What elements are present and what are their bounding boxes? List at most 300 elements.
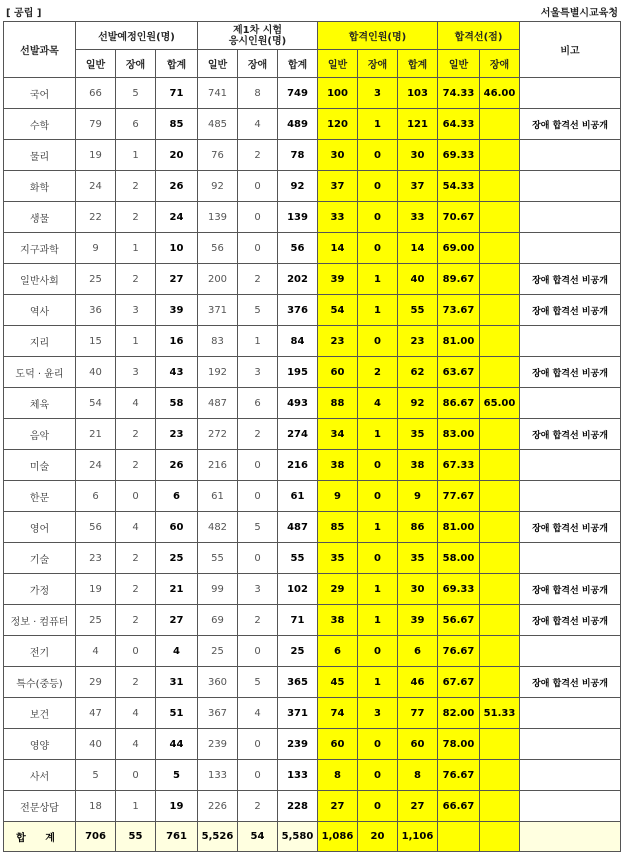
table-row: [4, 388, 621, 419]
cell-applicants-general: 360: [198, 667, 238, 698]
cell-passers-general: 74: [318, 698, 358, 729]
cell-applicants-disabled: 0: [238, 543, 278, 574]
cell-subject: 생물: [4, 202, 76, 233]
cell-subject: 체육: [4, 388, 76, 419]
cell-applicants-general: 367: [198, 698, 238, 729]
cell-remarks: [520, 171, 621, 202]
agency-label: 서울특별시교육청: [540, 8, 618, 19]
cell-cutoff-general: 73.67: [438, 295, 480, 326]
cell-passers-total: 6: [398, 636, 438, 667]
cell-planned-total: 27: [156, 264, 198, 295]
cell-passers-general: 54: [318, 295, 358, 326]
cell-remarks: [520, 140, 621, 171]
category-label: [ 공립 ]: [6, 8, 42, 19]
table-row: [4, 605, 621, 636]
cell-applicants-general: 56: [198, 233, 238, 264]
cell-subject: 보건: [4, 698, 76, 729]
cell-cutoff-general: 54.33: [438, 171, 480, 202]
cell-applicants-disabled: 0: [238, 450, 278, 481]
cell-applicants-disabled: 5: [238, 295, 278, 326]
cell-planned-general: 29: [76, 667, 116, 698]
totals-applicants-general: 5,526: [198, 822, 238, 852]
cell-passers-general: 45: [318, 667, 358, 698]
table-row: [4, 140, 621, 171]
cell-passers-total: 27: [398, 791, 438, 822]
cell-subject: 영어: [4, 512, 76, 543]
cell-cutoff-general: 77.67: [438, 481, 480, 512]
cell-passers-total: 8: [398, 760, 438, 791]
cell-cutoff-general: 76.67: [438, 760, 480, 791]
cell-cutoff-general: 63.67: [438, 357, 480, 388]
table-row: [4, 357, 621, 388]
cell-planned-general: 9: [76, 233, 116, 264]
table-row: [4, 636, 621, 667]
cell-passers-total: 30: [398, 140, 438, 171]
cell-applicants-disabled: 6: [238, 388, 278, 419]
cell-remarks: [520, 760, 621, 791]
cell-planned-disabled: 0: [116, 481, 156, 512]
cell-applicants-total: 102: [278, 574, 318, 605]
table-row: [4, 78, 621, 109]
cell-remarks: [520, 698, 621, 729]
cell-applicants-total: 371: [278, 698, 318, 729]
cell-applicants-disabled: 2: [238, 605, 278, 636]
header-planned: 선발예정인원(명): [76, 22, 198, 50]
header-passers: 합격인원(명): [318, 22, 438, 50]
cell-cutoff-disabled: [480, 605, 520, 636]
cell-cutoff-general: 67.33: [438, 450, 480, 481]
cell-remarks: [520, 543, 621, 574]
cell-subject: 한문: [4, 481, 76, 512]
subheader-general: 일반: [76, 50, 116, 78]
cell-passers-general: 38: [318, 450, 358, 481]
cell-passers-general: 39: [318, 264, 358, 295]
cell-planned-general: 22: [76, 202, 116, 233]
cell-subject: 전문상담: [4, 791, 76, 822]
cell-passers-disabled: 1: [358, 667, 398, 698]
cell-remarks: [520, 791, 621, 822]
cell-passers-disabled: 0: [358, 140, 398, 171]
cell-planned-total: 20: [156, 140, 198, 171]
cell-passers-general: 85: [318, 512, 358, 543]
cell-applicants-disabled: 0: [238, 481, 278, 512]
cell-passers-total: 103: [398, 78, 438, 109]
cell-applicants-general: 76: [198, 140, 238, 171]
cell-applicants-general: 371: [198, 295, 238, 326]
cell-passers-general: 14: [318, 233, 358, 264]
cell-planned-general: 25: [76, 605, 116, 636]
cell-applicants-general: 487: [198, 388, 238, 419]
cell-applicants-total: 216: [278, 450, 318, 481]
cell-planned-disabled: 4: [116, 388, 156, 419]
totals-cutoff-general: [438, 822, 480, 852]
cell-passers-total: 55: [398, 295, 438, 326]
cell-planned-disabled: 1: [116, 326, 156, 357]
cell-applicants-general: 83: [198, 326, 238, 357]
cell-planned-general: 79: [76, 109, 116, 140]
cell-cutoff-disabled: [480, 326, 520, 357]
cell-passers-general: 37: [318, 171, 358, 202]
subheader-disabled: 장애: [480, 50, 520, 78]
cell-subject: 기술: [4, 543, 76, 574]
subheader-disabled: 장애: [358, 50, 398, 78]
cell-remarks: [520, 388, 621, 419]
cell-cutoff-disabled: [480, 574, 520, 605]
cell-applicants-total: 489: [278, 109, 318, 140]
cell-applicants-total: 195: [278, 357, 318, 388]
cell-remarks: 장애 합격선 비공개: [520, 264, 621, 295]
cell-subject: 화학: [4, 171, 76, 202]
cell-planned-disabled: 0: [116, 636, 156, 667]
cell-planned-total: 60: [156, 512, 198, 543]
cell-passers-disabled: 1: [358, 419, 398, 450]
cell-cutoff-general: 78.00: [438, 729, 480, 760]
cell-cutoff-disabled: 51.33: [480, 698, 520, 729]
cell-passers-total: 30: [398, 574, 438, 605]
cell-applicants-general: 99: [198, 574, 238, 605]
totals-cutoff-disabled: [480, 822, 520, 852]
cell-planned-total: 51: [156, 698, 198, 729]
cell-planned-total: 26: [156, 450, 198, 481]
cell-planned-disabled: 2: [116, 543, 156, 574]
cell-cutoff-general: 76.67: [438, 636, 480, 667]
subheader-total: 합계: [278, 50, 318, 78]
header-remarks: 비고: [520, 22, 621, 78]
cell-planned-disabled: 0: [116, 760, 156, 791]
cell-cutoff-general: 89.67: [438, 264, 480, 295]
cell-planned-disabled: 2: [116, 574, 156, 605]
cell-passers-general: 60: [318, 729, 358, 760]
cell-planned-total: 10: [156, 233, 198, 264]
cell-applicants-total: 487: [278, 512, 318, 543]
cell-passers-general: 8: [318, 760, 358, 791]
cell-applicants-disabled: 0: [238, 171, 278, 202]
cell-cutoff-general: 69.00: [438, 233, 480, 264]
cell-applicants-general: 25: [198, 636, 238, 667]
cell-applicants-general: 272: [198, 419, 238, 450]
cell-passers-general: 6: [318, 636, 358, 667]
cell-planned-general: 56: [76, 512, 116, 543]
cell-applicants-general: 192: [198, 357, 238, 388]
cell-passers-disabled: 4: [358, 388, 398, 419]
cell-cutoff-general: 81.00: [438, 512, 480, 543]
cell-planned-disabled: 2: [116, 202, 156, 233]
cell-planned-total: 27: [156, 605, 198, 636]
cell-cutoff-disabled: [480, 109, 520, 140]
table-row: [4, 574, 621, 605]
totals-passers-general: 1,086: [318, 822, 358, 852]
cell-planned-total: 4: [156, 636, 198, 667]
cell-applicants-total: 274: [278, 419, 318, 450]
table-row: [4, 419, 621, 450]
cell-passers-general: 30: [318, 140, 358, 171]
cell-applicants-disabled: 0: [238, 729, 278, 760]
cell-passers-total: 60: [398, 729, 438, 760]
cell-planned-general: 24: [76, 171, 116, 202]
cell-applicants-disabled: 4: [238, 109, 278, 140]
cell-remarks: 장애 합격선 비공개: [520, 419, 621, 450]
cell-passers-total: 35: [398, 419, 438, 450]
cell-planned-disabled: 4: [116, 729, 156, 760]
cell-cutoff-disabled: [480, 729, 520, 760]
cell-remarks: [520, 78, 621, 109]
cell-planned-total: 23: [156, 419, 198, 450]
cell-passers-disabled: 0: [358, 233, 398, 264]
cell-planned-total: 19: [156, 791, 198, 822]
cell-cutoff-disabled: [480, 543, 520, 574]
cell-cutoff-general: 70.67: [438, 202, 480, 233]
cell-cutoff-disabled: [480, 264, 520, 295]
cell-passers-disabled: 1: [358, 264, 398, 295]
cell-applicants-total: 749: [278, 78, 318, 109]
cell-passers-total: 33: [398, 202, 438, 233]
cell-passers-general: 60: [318, 357, 358, 388]
cell-planned-disabled: 3: [116, 357, 156, 388]
cell-planned-general: 23: [76, 543, 116, 574]
cell-applicants-disabled: 5: [238, 667, 278, 698]
cell-planned-total: 26: [156, 171, 198, 202]
cell-cutoff-disabled: 46.00: [480, 78, 520, 109]
cell-applicants-total: 493: [278, 388, 318, 419]
table-row: [4, 760, 621, 791]
cell-applicants-total: 61: [278, 481, 318, 512]
table-row: [4, 326, 621, 357]
cell-passers-total: 86: [398, 512, 438, 543]
cell-cutoff-disabled: [480, 171, 520, 202]
cell-passers-general: 29: [318, 574, 358, 605]
table-row: [4, 667, 621, 698]
cell-subject: 일반사회: [4, 264, 76, 295]
cell-planned-general: 25: [76, 264, 116, 295]
document-header: [0, 0, 626, 18]
cell-remarks: 장애 합격선 비공개: [520, 512, 621, 543]
cell-passers-total: 37: [398, 171, 438, 202]
cell-applicants-disabled: 5: [238, 512, 278, 543]
cell-passers-general: 34: [318, 419, 358, 450]
cell-passers-total: 92: [398, 388, 438, 419]
table-row: [4, 202, 621, 233]
cell-applicants-disabled: 0: [238, 233, 278, 264]
cell-remarks: [520, 202, 621, 233]
cell-passers-disabled: 1: [358, 574, 398, 605]
cell-passers-total: 77: [398, 698, 438, 729]
totals-remarks: [520, 822, 621, 852]
cell-subject: 지구과학: [4, 233, 76, 264]
table-row: [4, 295, 621, 326]
cell-passers-disabled: 0: [358, 450, 398, 481]
cell-applicants-disabled: 8: [238, 78, 278, 109]
cell-passers-disabled: 3: [358, 78, 398, 109]
cell-subject: 사서: [4, 760, 76, 791]
cell-passers-total: 9: [398, 481, 438, 512]
cell-planned-disabled: 2: [116, 450, 156, 481]
cell-passers-disabled: 0: [358, 326, 398, 357]
results-table: [3, 21, 621, 852]
cell-applicants-total: 139: [278, 202, 318, 233]
cell-applicants-total: 56: [278, 233, 318, 264]
cell-passers-total: 14: [398, 233, 438, 264]
cell-applicants-disabled: 2: [238, 419, 278, 450]
subheader-total: 합계: [156, 50, 198, 78]
cell-cutoff-general: 69.33: [438, 574, 480, 605]
cell-passers-total: 121: [398, 109, 438, 140]
cell-cutoff-disabled: [480, 202, 520, 233]
cell-applicants-general: 92: [198, 171, 238, 202]
cell-cutoff-general: 58.00: [438, 543, 480, 574]
cell-passers-general: 88: [318, 388, 358, 419]
subheader-total: 합계: [398, 50, 438, 78]
cell-applicants-general: 741: [198, 78, 238, 109]
cell-applicants-general: 55: [198, 543, 238, 574]
cell-subject: 영양: [4, 729, 76, 760]
cell-planned-disabled: 1: [116, 140, 156, 171]
cell-cutoff-general: 81.00: [438, 326, 480, 357]
totals-row: [4, 822, 621, 852]
cell-passers-disabled: 1: [358, 109, 398, 140]
cell-cutoff-general: 67.67: [438, 667, 480, 698]
cell-remarks: 장애 합격선 비공개: [520, 667, 621, 698]
cell-remarks: 장애 합격선 비공개: [520, 574, 621, 605]
cell-applicants-disabled: 3: [238, 574, 278, 605]
cell-passers-disabled: 0: [358, 202, 398, 233]
cell-passers-total: 23: [398, 326, 438, 357]
totals-planned-total: 761: [156, 822, 198, 852]
cell-passers-disabled: 0: [358, 729, 398, 760]
cell-planned-disabled: 3: [116, 295, 156, 326]
cell-planned-total: 43: [156, 357, 198, 388]
cell-applicants-general: 226: [198, 791, 238, 822]
cell-passers-general: 100: [318, 78, 358, 109]
cell-subject: 수학: [4, 109, 76, 140]
cell-planned-general: 4: [76, 636, 116, 667]
cell-passers-general: 27: [318, 791, 358, 822]
cell-subject: 전기: [4, 636, 76, 667]
table-row: [4, 481, 621, 512]
cell-applicants-disabled: 0: [238, 760, 278, 791]
cell-planned-total: 71: [156, 78, 198, 109]
cell-planned-total: 16: [156, 326, 198, 357]
cell-passers-total: 62: [398, 357, 438, 388]
cell-planned-total: 44: [156, 729, 198, 760]
table-body: [4, 78, 621, 822]
cell-planned-general: 21: [76, 419, 116, 450]
table-row: [4, 264, 621, 295]
cell-passers-total: 38: [398, 450, 438, 481]
cell-cutoff-general: 56.67: [438, 605, 480, 636]
subheader-general: 일반: [438, 50, 480, 78]
cell-subject: 도덕 · 윤리: [4, 357, 76, 388]
cell-remarks: [520, 481, 621, 512]
cell-remarks: 장애 합격선 비공개: [520, 605, 621, 636]
cell-cutoff-disabled: [480, 233, 520, 264]
cell-subject: 물리: [4, 140, 76, 171]
cell-passers-disabled: 0: [358, 791, 398, 822]
cell-remarks: [520, 233, 621, 264]
cell-cutoff-disabled: [480, 791, 520, 822]
cell-applicants-disabled: 2: [238, 264, 278, 295]
cell-applicants-disabled: 1: [238, 326, 278, 357]
subheader-disabled: 장애: [238, 50, 278, 78]
cell-cutoff-general: 64.33: [438, 109, 480, 140]
table-row: [4, 729, 621, 760]
cell-passers-disabled: 0: [358, 171, 398, 202]
cell-applicants-disabled: 2: [238, 140, 278, 171]
cell-planned-general: 6: [76, 481, 116, 512]
cell-applicants-total: 365: [278, 667, 318, 698]
table-row: [4, 543, 621, 574]
cell-passers-disabled: 1: [358, 512, 398, 543]
cell-planned-general: 66: [76, 78, 116, 109]
cell-passers-disabled: 0: [358, 636, 398, 667]
cell-cutoff-disabled: [480, 636, 520, 667]
totals-planned-disabled: 55: [116, 822, 156, 852]
cell-planned-general: 54: [76, 388, 116, 419]
cell-planned-general: 19: [76, 140, 116, 171]
cell-cutoff-disabled: [480, 295, 520, 326]
table-row: [4, 109, 621, 140]
subheader-general: 일반: [318, 50, 358, 78]
cell-passers-disabled: 1: [358, 295, 398, 326]
table-row: [4, 233, 621, 264]
cell-cutoff-general: 83.00: [438, 419, 480, 450]
cell-passers-general: 23: [318, 326, 358, 357]
cell-cutoff-general: 74.33: [438, 78, 480, 109]
cell-planned-general: 40: [76, 357, 116, 388]
cell-applicants-disabled: 3: [238, 357, 278, 388]
cell-subject: 역사: [4, 295, 76, 326]
cell-applicants-disabled: 0: [238, 636, 278, 667]
cell-planned-total: 21: [156, 574, 198, 605]
cell-remarks: [520, 326, 621, 357]
cell-passers-disabled: 1: [358, 605, 398, 636]
cell-applicants-total: 84: [278, 326, 318, 357]
cell-remarks: 장애 합격선 비공개: [520, 109, 621, 140]
table-row: [4, 791, 621, 822]
cell-passers-disabled: 0: [358, 481, 398, 512]
cell-passers-general: 120: [318, 109, 358, 140]
cell-planned-disabled: 1: [116, 791, 156, 822]
subheader-general: 일반: [198, 50, 238, 78]
cell-applicants-total: 92: [278, 171, 318, 202]
cell-subject: 미술: [4, 450, 76, 481]
cell-remarks: [520, 729, 621, 760]
cell-remarks: [520, 636, 621, 667]
cell-subject: 정보 · 컴퓨터: [4, 605, 76, 636]
cell-applicants-total: 239: [278, 729, 318, 760]
subheader-disabled: 장애: [116, 50, 156, 78]
cell-planned-disabled: 2: [116, 419, 156, 450]
cell-cutoff-general: 69.33: [438, 140, 480, 171]
table-row: [4, 698, 621, 729]
cell-planned-general: 24: [76, 450, 116, 481]
cell-applicants-total: 25: [278, 636, 318, 667]
cell-planned-total: 39: [156, 295, 198, 326]
cell-applicants-general: 200: [198, 264, 238, 295]
cell-planned-total: 31: [156, 667, 198, 698]
cell-remarks: 장애 합격선 비공개: [520, 357, 621, 388]
totals-passers-disabled: 20: [358, 822, 398, 852]
cell-passers-disabled: 3: [358, 698, 398, 729]
cell-passers-total: 40: [398, 264, 438, 295]
cell-cutoff-disabled: [480, 140, 520, 171]
totals-label: 합 계: [4, 822, 76, 852]
cell-applicants-total: 202: [278, 264, 318, 295]
cell-planned-general: 18: [76, 791, 116, 822]
cell-applicants-general: 139: [198, 202, 238, 233]
cell-applicants-general: 485: [198, 109, 238, 140]
totals-applicants-total: 5,580: [278, 822, 318, 852]
cell-planned-general: 40: [76, 729, 116, 760]
